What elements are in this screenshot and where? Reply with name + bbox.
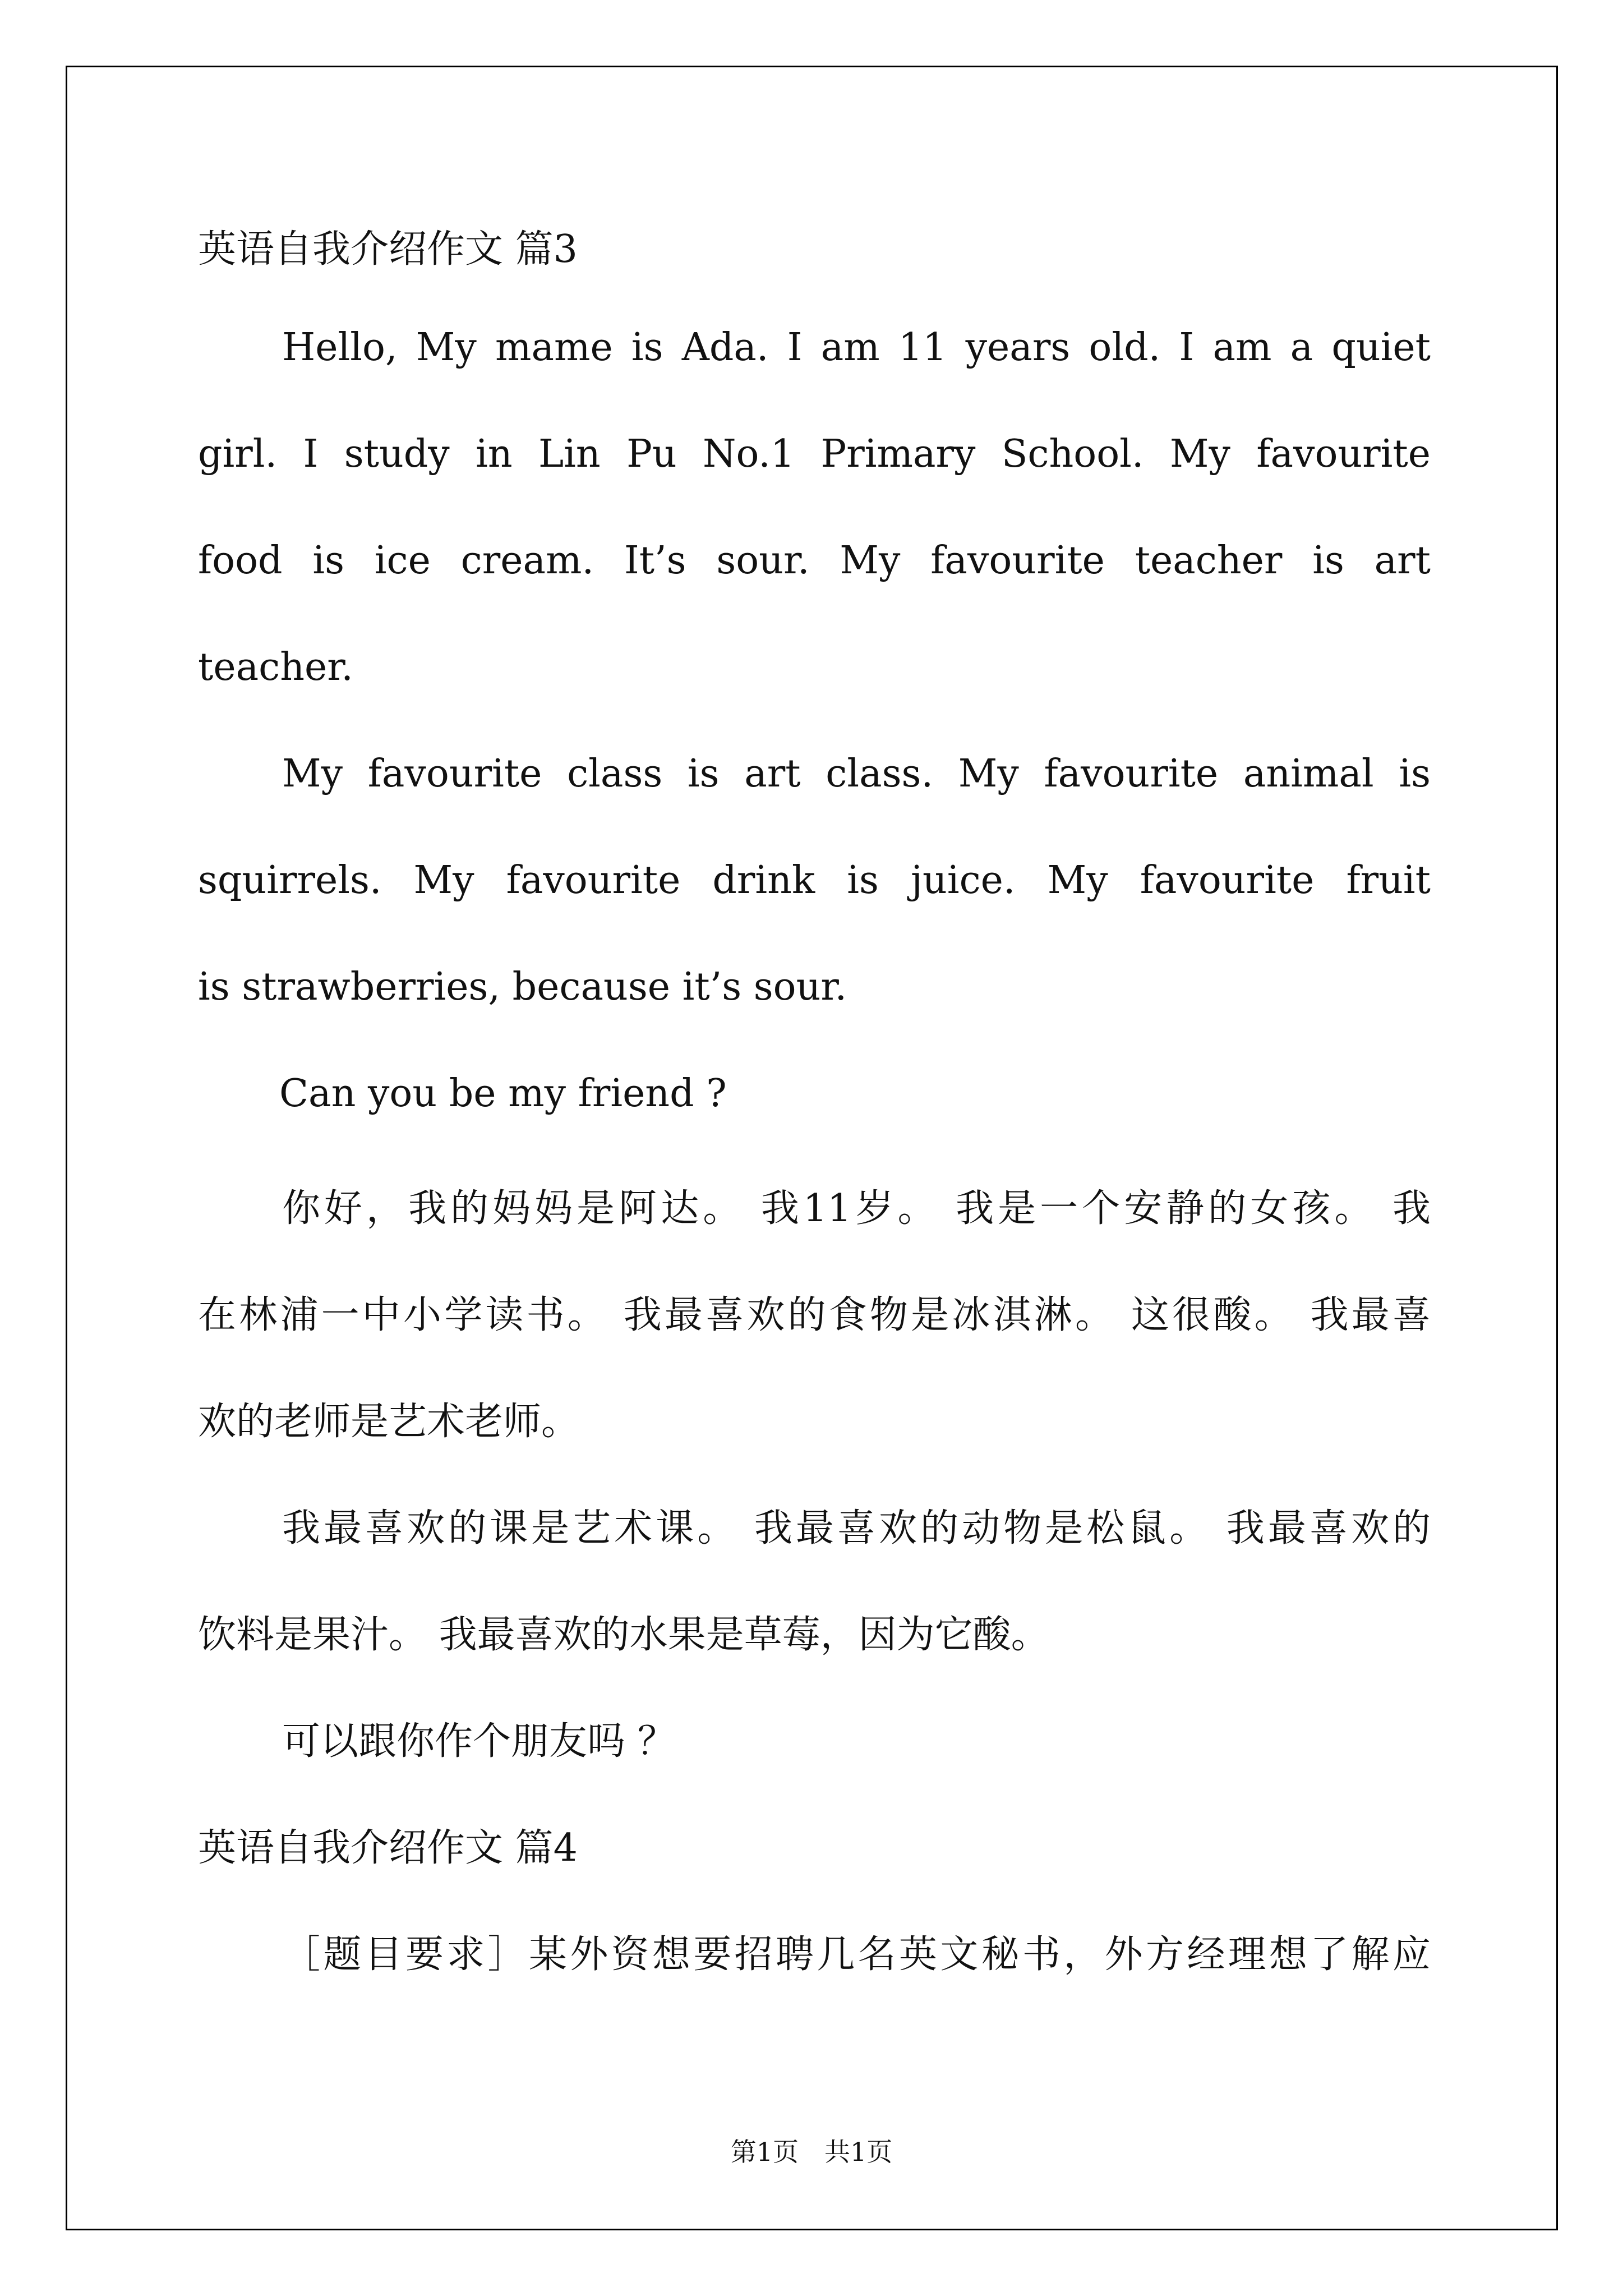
english-paragraph-1-line-4: teacher. [198,645,353,689]
english-paragraph-1-line-3: food is ice cream. It’s sour. My favourite teacher is art [198,539,1431,583]
english-question: Can you be my friend ? [279,1071,727,1116]
page-border [66,66,1558,2230]
section-heading-4: 英语自我介绍作文 篇4 [198,1826,578,1870]
chinese-paragraph-1-line-2: 在林浦一中小学读书。 我最喜欢的食物是冰淇淋。 这很酸。 我最喜 [198,1293,1431,1337]
chinese-paragraph-2-line-1: 我最喜欢的课是艺术课。 我最喜欢的动物是松鼠。 我最喜欢的 [282,1506,1431,1550]
english-paragraph-1-line-1: Hello, My mame is Ada. I am 11 years old. I am a quiet [282,325,1431,370]
chinese-question: 可以跟你作个朋友吗 ？ [282,1719,676,1764]
english-paragraph-1-line-2: girl. I study in Lin Pu No.1 Primary School. My favourite [198,432,1431,476]
section-heading-3: 英语自我介绍作文 篇3 [198,227,578,272]
english-paragraph-2-line-1: My favourite class is art class. My favourite animal is [282,752,1431,796]
english-paragraph-2-line-2: squirrels. My favourite drink is juice. My favourite fruit [198,858,1431,903]
prompt-line: ［题目要求］某外资想要招聘几名英文秘书，外方经理想了解应 [282,1932,1431,1977]
chinese-paragraph-2-line-2: 饮料是果汁。 我最喜欢的水果是草莓，因为它酸。 [198,1613,1049,1657]
english-paragraph-2-line-3: is strawberries, because it’s sour. [198,965,847,1009]
chinese-paragraph-1-line-1: 你好，我的妈妈是阿达。 我11岁。 我是一个安静的女孩。 我 [282,1186,1431,1231]
chinese-paragraph-1-line-3: 欢的老师是艺术老师。 [198,1400,580,1444]
page-footer: 第1页 共1页 [730,2137,893,2167]
